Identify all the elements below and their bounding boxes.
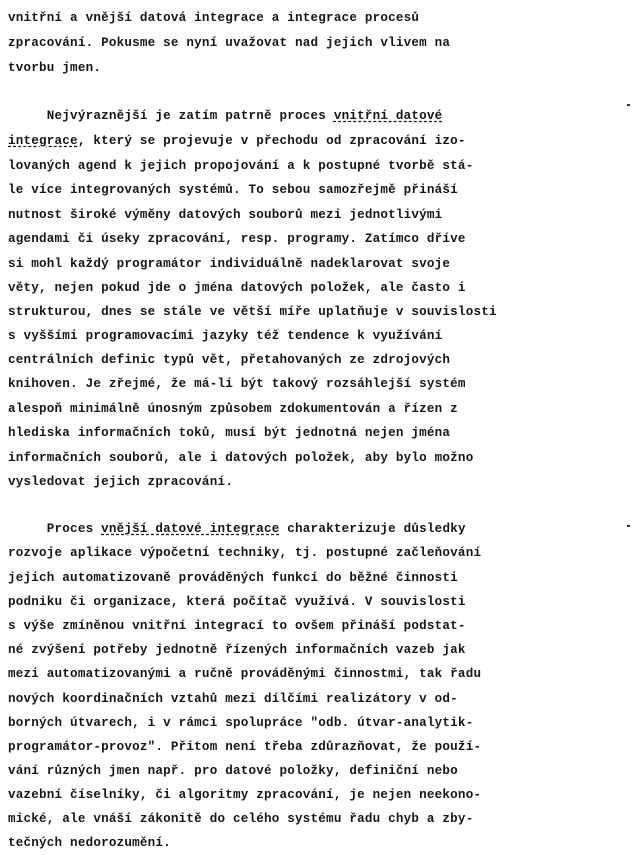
text-line: vysledovat jejich zpracování. (8, 475, 233, 489)
text-line: s výše zmíněnou vnitřní integrací to ovšem přináší podstat- (8, 619, 466, 633)
text-line (8, 520, 466, 538)
text-line: strukturou, dnes se stále ve větší míře uplatňuje v souvislosti (8, 305, 497, 319)
text-line: le více integrovaných systémů. To sebou samozřejmě přináší (8, 183, 458, 197)
text-line: lovaných agend k jejich propojování a k postupné tvorbě stá- (8, 159, 474, 173)
text-line: rozvoje aplikace výpočetní techniky, tj. postupné začleňování (8, 546, 482, 560)
scan-mark (627, 104, 630, 106)
text-line: si mohl každý programátor individuálně nadeklarovat svoje (8, 257, 451, 271)
text-line: tvorbu jmen. (8, 61, 102, 75)
text-line: mické, ale vnáší zákonitě do celého systému řadu chyb a zby- (8, 812, 474, 826)
text-line (8, 107, 442, 125)
text-line: agendami či úseky zpracování, resp. programy. Zatímco dříve (8, 232, 466, 246)
text-line: alespoň minimálně únosným způsobem zdokumentován a řízen z (8, 402, 458, 416)
text-line: knihoven. Je zřejmé, že má-li být takový rozsáhlejší systém (8, 377, 466, 391)
text-line: né zvýšení potřeby jednotně řízených informačních vazeb jak (8, 643, 466, 657)
text-line: věty, nejen pokud jde o jména datových položek, ale často i (8, 281, 466, 295)
text-line (8, 132, 466, 150)
text-line: tečných nedorozumění. (8, 836, 171, 850)
text-line: podniku či organizace, která počítač využívá. V souvislosti (8, 595, 466, 609)
underlined-term: integrace (8, 134, 78, 148)
text-line: jejich automatizovaně prováděných funkcí do běžné činnosti (8, 571, 458, 585)
text-line: nutnost široké výměny datových souborů mezi jednotlivými (8, 208, 443, 222)
text-line: centrálních definic typů vět, přetahovaných ze zdrojových (8, 353, 451, 367)
text-line: zpracování. Pokusme se nyní uvažovat nad jejich vlivem na (8, 36, 451, 50)
text-line: mezi automatizovanými a ručně prováděnými činnostmi, tak řadu (8, 667, 482, 681)
line-text: , který se projevuje v přechodu od zpracování izo- (77, 134, 466, 148)
text-line: vazební číselníky, či algoritmy zpracování, je nejen neekono- (8, 788, 482, 802)
text-line: borných útvarech, i v rámci spolupráce "odb. útvar-analytik- (8, 716, 474, 730)
text-line: hlediska informačních toků, musí být jednotná nejen jména (8, 426, 451, 440)
text-line: s vyššími programovacími jazyky též tendence k využívání (8, 329, 443, 343)
text-line: vnitřní a vnější datová integrace a integrace procesů (8, 11, 420, 25)
scan-mark (627, 525, 630, 527)
underlined-term: vnější datové integrace (101, 522, 280, 536)
text-line: vání různých jmen např. pro datové položky, definiční nebo (8, 764, 458, 778)
line-text: charakterizuje důsledky (279, 522, 466, 536)
line-text: Proces (8, 522, 102, 536)
text-line: programátor-provoz". Přitom není třeba zdůrazňovat, že použí- (8, 740, 482, 754)
line-text: Nejvýraznější je zatím patrně proces (8, 109, 334, 123)
text-line: informačních souborů, ale i datových položek, aby bylo možno (8, 451, 474, 465)
text-line: nových koordinačních vztahů mezi dílčími realizátory v od- (8, 692, 458, 706)
underlined-term: vnitřní datové (333, 109, 443, 123)
